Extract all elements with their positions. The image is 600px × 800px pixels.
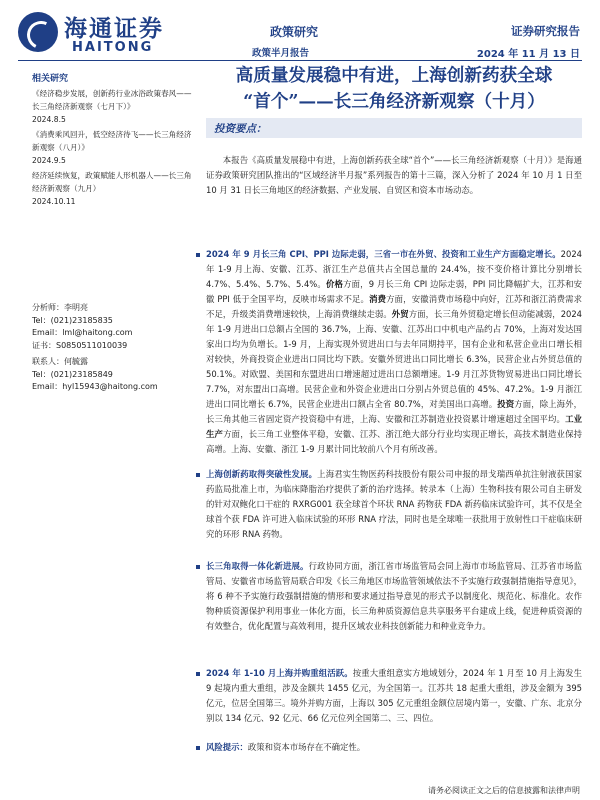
report-title-line1: 高质量发展稳中有进，上海创新药获全球 xyxy=(235,65,553,86)
related-research-date: 2024.8.5 xyxy=(32,115,66,124)
report-title xyxy=(208,63,580,115)
bullet-macro xyxy=(206,247,582,457)
haitong-emblem-icon xyxy=(18,12,58,52)
report-title-line2: “首个”——长三角经济新观察（十月） xyxy=(243,91,545,112)
related-research xyxy=(32,73,194,210)
bullet-emphasis: 外贸 xyxy=(391,309,409,319)
bullet-mna xyxy=(206,666,582,726)
bullet-text: 方面，除上海外，长三角其他三省固定资产投资稳中有进，上海、安徽和江苏制造业投资累计增速超过全国平均。 xyxy=(206,399,583,424)
related-research-item[interactable]: 《经济稳步发展，创新药行业冰浴政策春风——长三角经济新观察（七月下）》 xyxy=(32,89,192,111)
bullet-heading: 2024 年 9 月长三角 CPI、PPI 边际走弱，三省一市在外贸、投资和工业生产方面稳定增长。 xyxy=(206,249,561,259)
bullet-integration xyxy=(206,559,582,634)
bullet-text: 上海君实生物医药科技股份有限公司申报的昂戈瑞西单抗注射液获国家药监局批准上市，为临床降脂治疗提供了新的治疗选择。转录本（上海）生物科技有限公司自主研发的针对双鲍化口干症的 RXRG001 获全球首个环状 RNA 药物获 FDA 新药临床试验许可，其不仅是全球首个获 FDA 许可进入临床试验的环形 RNA 疗法，同时也是全球唯一获批用于放射性口干症临床研究的环形 RNA 药物。 xyxy=(206,469,583,539)
intro-paragraph: 本报告《高质量发展稳中有进，上海创新药获全球“首个”——长三角经济新观察（十月）》是海通证券政策研究团队推出的“区域经济半月报”系列报告的第十三篇，深入分析了 2024 年 10 月 1 日至 10 月 31 日长三角地区的经济数据、产业发展、自贸区和资本市场动态。 xyxy=(206,155,582,195)
related-research-date: 2024.9.5 xyxy=(32,156,66,165)
bullet-text: 行政协同方面，浙江省市场监管局会同上海市市场监管局、江苏省市场监管局、安徽省市场监管局联合印发《长三角地区市场监管领域依法不予实施行政强制措施指导意见》，将 6 种不予实施行政强制措施的情形和要求通过指导意见的形式予以制度化、规范化、标准化。农作物种质资源保护利用事业一体化方面，长三角种质资源信息共享服务平台建成上线，促进种质资源的有效整合，优化配置与高效利用，提升区域农业科技创新能力和种业竞争力。 xyxy=(206,561,582,631)
bullet-risk xyxy=(206,740,582,755)
analyst-line: 联系人：何毓露 xyxy=(32,357,88,366)
bullet-emphasis: 工业生产 xyxy=(206,414,583,439)
bullet-heading: 长三角取得一体化新进展。 xyxy=(206,561,309,571)
bullet-emphasis: 投资 xyxy=(497,399,515,409)
bullet-square-icon xyxy=(196,473,200,477)
related-research-title: 相关研究 xyxy=(32,74,69,84)
related-research-date: 2024.10.11 xyxy=(32,197,76,206)
bullet-heading: 风险提示： xyxy=(206,742,248,752)
bullet-square-icon xyxy=(196,253,200,257)
report-date: 2024 年 11 月 13 日 xyxy=(476,49,580,60)
report-subtype: 政策半月报告 xyxy=(252,48,310,59)
header-divider xyxy=(18,60,582,61)
related-research-list xyxy=(32,87,194,208)
bullet-heading: 2024 年 1-10 月上海并购重组活跃。 xyxy=(206,668,353,678)
bullet-text: 政策和资本市场存在不确定性。 xyxy=(247,742,366,752)
analyst-line: 分析师：李明亮 xyxy=(32,303,88,312)
analyst-info xyxy=(32,302,202,352)
analyst-line[interactable]: Email：hyl15943@haitong.com xyxy=(32,382,158,391)
report-type: 政策研究 xyxy=(270,25,319,39)
bullet-emphasis: 价格 xyxy=(325,279,344,289)
bullet-text: 方面，9 月长三角 CPI 边际走弱，PPI 同比降幅扩大，江苏和安徽 PPI 低于全国平均，反映市场需求不足。 xyxy=(206,279,583,304)
analyst-line: 证书：S0850511010039 xyxy=(32,340,128,350)
bullet-text: 按重大重组意实方地域划分，2024 年 1 月至 10 月上海发生 9 起境内重大重组，涉及金额共 1455 亿元，为全国第一。江苏共 18 起重大重组，涉及金额为 395 亿元，位居全国第三。境外并购方面，上海以 305 亿元重组金额位居境内第一，安徽、广东、北京分别以 134 亿元、92 亿元、66 亿元位列全国第二、三、四位。 xyxy=(206,668,583,723)
analyst-line[interactable]: Email：lml@haitong.com xyxy=(32,328,133,337)
bullet-square-icon xyxy=(196,672,200,676)
related-research-item[interactable]: 《消费乘风回升，低空经济待飞——长三角经济新观察（八月）》 xyxy=(32,130,192,152)
logo-english-name: HAITONG xyxy=(72,40,154,55)
bullet-text: 方面，长三角工业整体平稳，安徽、江苏、浙江绝大部分行业均实现正增长，高技术制造业保持高增。上海、安徽、浙江 1-9 月累计同比较前八个月有所改善。 xyxy=(206,429,583,454)
analyst-line: Tel：(021)23185835 xyxy=(32,315,113,325)
bullet-text: 2024 年 1-9 月上海、安徽、江苏、浙江生产总值共占全国总量的 24.4%，按不变价格计算比分别增长 4.7%、5.4%、5.7%、5.4%。 xyxy=(206,249,582,289)
related-research-item[interactable]: 经济延续恢复，政策赋能人形机器人——长三角经济新观察（九月） xyxy=(32,171,192,193)
logo-chinese-name: 海通证券 xyxy=(64,15,164,42)
bullet-emphasis: 消费 xyxy=(369,294,387,304)
bullet-square-icon xyxy=(196,746,200,750)
series-label: 证券研究报告 xyxy=(511,24,580,38)
key-points-label: 投资要点： xyxy=(214,123,267,135)
haitong-logo xyxy=(18,8,178,64)
contact-info xyxy=(32,356,202,394)
bullet-text: 方面，安徽消费市场稳中向好，江苏和浙江消费需求不足，升级类消费增速较快，上海消费继续走弱。 xyxy=(206,294,582,319)
key-points-bar xyxy=(206,118,582,138)
analyst-line: Tel：(021)23185849 xyxy=(32,369,113,379)
bullet-innovative-drug xyxy=(206,467,582,542)
disclaimer-footer: 请务必阅读正文之后的信息披露和法律声明 xyxy=(428,786,580,795)
bullet-text: 方面，长三角外贸稳定增长但动能减弱，2024 年 1-9 月进出口总额占全国的 36.7%，上海、安徽、江苏出口中机电产品约占 70%，上海对发达国家出口均为负增长。1-9 月，上海实现外贸进出口与去年同期持平，国有企业和私营企业出口增长相对较快，外商投资企业进出口同比均下跌。安徽外贸进出口同比增长 6.3%，民营企业占外贸总值的 50.1%。对欧盟、美国和东盟进出口增速超过进出口总额增速。1-9 月江苏货物贸易进出口同比增长 7.7%，对东盟出口高增。民营企业和外资企业进出口分别占外贸总值的 45%、47.2%。1-9 月浙江进出口同比增长 6.7%，民营企业进出口额占全省 80.7%，对美国出口高增。 xyxy=(206,309,583,409)
bullet-square-icon xyxy=(196,565,200,569)
bullet-heading: 上海创新药取得突破性发展。 xyxy=(206,469,318,479)
